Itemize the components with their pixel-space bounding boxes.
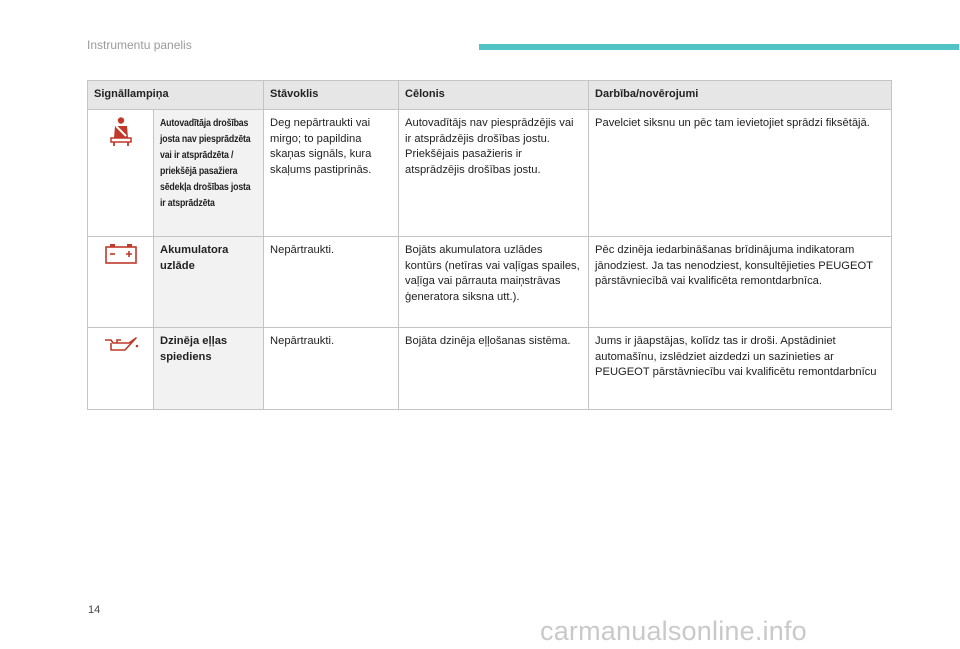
oil-pressure-icon: [103, 345, 139, 357]
lamp-cause: Bojāts akumulatora uzlādes kontūrs (netīras vai vaļīgas spailes, vaļīga vai pārrauta maiņstrāvas ģeneratora siksna utt.).: [399, 237, 589, 328]
column-header-state: Stāvoklis: [264, 81, 399, 110]
lamp-name: Autovadītāja drošības josta nav piesprādzēta vai ir atsprādzēta / priekšējā pasažiera sēdekļa drošības josta ir atsprādzēta: [154, 110, 264, 237]
watermark: carmanualsonline.info: [540, 616, 807, 646]
lamp-state: Nepārtraukti.: [264, 328, 399, 410]
warning-lamp-table: [87, 80, 892, 410]
table-header-row: [88, 81, 892, 110]
lamp-cause: Bojāta dzinēja eļļošanas sistēma.: [399, 328, 589, 410]
column-header-lamp: Signāllampiņa: [88, 81, 264, 110]
table-row: [88, 328, 892, 410]
lamp-icon-cell: [88, 328, 154, 410]
battery-icon: [104, 256, 138, 268]
lamp-action: Pēc dzinēja iedarbināšanas brīdinājuma indikatoram jānodziest. Ja tas nenodziest, konsultējieties PEUGEOT pārstāvniecībā vai kvalificēta remontdarbnīca.: [589, 237, 892, 328]
section-title: Instrumentu panelis: [87, 38, 192, 52]
header-accent-bar: [479, 44, 959, 50]
table-row: [88, 237, 892, 328]
lamp-name: Akumulatora uzlāde: [154, 237, 264, 328]
table-row: [88, 110, 892, 237]
column-header-cause: Cēlonis: [399, 81, 589, 110]
lamp-state: Nepārtraukti.: [264, 237, 399, 328]
lamp-cause: Autovadītājs nav piesprādzējis vai ir atsprādzējis drošības jostu. Priekšējais pasažieris ir atsprādzējis drošības jostu.: [399, 110, 589, 237]
lamp-icon-cell: [88, 237, 154, 328]
lamp-action: Jums ir jāapstājas, kolīdz tas ir droši. Apstādiniet automašīnu, izslēdziet aizdedzi un sazinieties ar PEUGEOT pārstāvniecību vai kvalificētu remontdarbnīcu: [589, 328, 892, 410]
lamp-icon-cell: [88, 110, 154, 237]
seatbelt-warning-icon: [108, 139, 134, 151]
lamp-state: Deg nepārtraukti vai mirgo; to papildina skaņas signāls, kura skaļums pastiprinās.: [264, 110, 399, 237]
page-number: 14: [88, 604, 101, 616]
lamp-name: Dzinēja eļļas spiediens: [154, 328, 264, 410]
lamp-action: Pavelciet siksnu un pēc tam ievietojiet sprādzi fiksētājā.: [589, 110, 892, 237]
column-header-action: Darbība/novērojumi: [589, 81, 892, 110]
